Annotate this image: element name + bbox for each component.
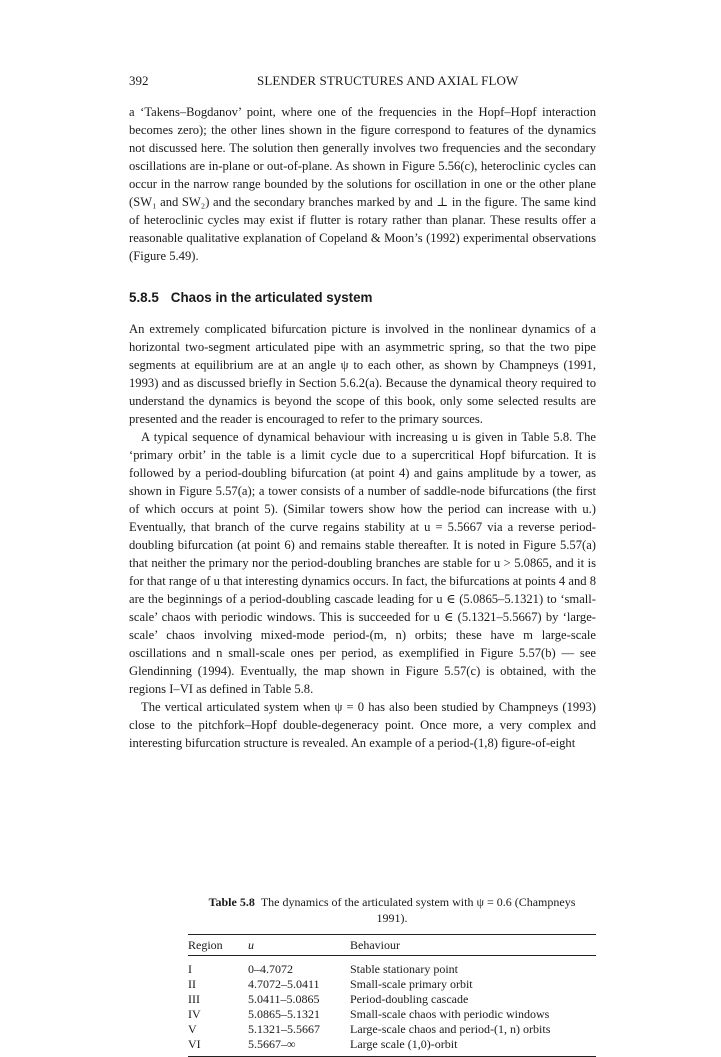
table-row (188, 1037, 596, 1057)
cell-behaviour: Period-doubling cascade (350, 992, 469, 1006)
table-row (188, 1022, 596, 1037)
table-row (188, 977, 596, 992)
cell-region: IV (188, 1007, 201, 1021)
dynamics-table (188, 934, 596, 1057)
cell-u: 0–4.7072 (248, 962, 293, 976)
cell-u: 5.0865–5.1321 (248, 1007, 320, 1021)
table-row (188, 992, 596, 1007)
cell-region: VI (188, 1037, 201, 1051)
body-text-top (129, 103, 596, 265)
section-heading (129, 289, 372, 307)
paragraph: An extremely complicated bifurcation picture is involved in the nonlinear dynamics of a horizontal two-segment articulated pipe with an asymmetric spring, so that the two pipe segments at equilibrium are at an angle ψ to each other, as shown by Champneys (1991, 1993) and as discussed briefly in Section 5.6.2(a). Because the dynamical theory required to understand the dynamics is beyond the scope of this book, only some selected results are presented and the reader is encouraged to refer to the primary sources. (129, 322, 596, 426)
cell-behaviour: Large-scale chaos and period-(1, n) orbits (350, 1022, 551, 1036)
cell-behaviour: Stable stationary point (350, 962, 458, 976)
cell-behaviour: Small-scale chaos with periodic windows (350, 1007, 550, 1021)
cell-u: 4.7072–5.0411 (248, 977, 320, 991)
table-row (188, 1007, 596, 1022)
cell-u: 5.1321–5.5667 (248, 1022, 320, 1036)
running-title: SLENDER STRUCTURES AND AXIAL FLOW (257, 73, 519, 88)
header-u: u (248, 938, 254, 952)
cell-region: V (188, 1022, 197, 1036)
table-row (188, 956, 596, 978)
cell-u: 5.0411–5.0865 (248, 992, 320, 1006)
paragraph: A typical sequence of dynamical behaviour with increasing u is given in Table 5.8. The ‘primary orbit’ in the table is a limit cycle due to a supercritical Hopf bifurcation. It is followed by a period-doubling bifurcation (at point 4) and gains amplitude by a tower, as shown in Figure 5.57(a); a tower consists of a number of saddle-node bifurcations (the first of which occurs at point 5). (Similar towers show how the period can increase with u.) Eventually, that branch of the curve regains stability at u = 5.5667 via a reverse period-doubling bifurcation (at point 6) and remains stable thereafter. It is noted in Figure 5.57(a) that neither the primary nor the period-doubling branches are stable for u > 5.0865, and it is for that range of u that interesting dynamics occurs. In fact, the bifurcations at points 4 and 8 are the beginnings of a period-doubling cascade leading for u ∈ (5.0865–5.1321) to ‘small-scale’ chaos with periodic windows. This is succeeded for u ∈ (5.1321–5.5667) by ‘large-scale’ chaos involving mixed-mode period-(m, n) orbits; these have m large-scale oscillations and n small-scale ones per period, as exemplified in Figure 5.57(b) — see Glendinning (1994). Eventually, the map shown in Figure 5.57(c) is obtained, with the regions I–VI as defined in Table 5.8. (129, 430, 596, 696)
cell-region: II (188, 977, 196, 991)
cell-u: 5.5667–∞ (248, 1037, 296, 1051)
table-label: Table 5.8 (208, 895, 255, 909)
header-region: Region (188, 938, 223, 952)
table-caption-text: The dynamics of the articulated system with ψ = 0.6 (Champneys 1991). (260, 895, 576, 925)
cell-region: I (188, 962, 192, 976)
table-caption (188, 894, 596, 926)
table-header-row (188, 935, 596, 956)
cell-region: III (188, 992, 200, 1006)
header-behaviour: Behaviour (350, 938, 400, 952)
cell-behaviour: Large scale (1,0)-orbit (350, 1037, 458, 1051)
page-number: 392 (129, 73, 149, 88)
body-text-section (129, 320, 596, 752)
section-title: Chaos in the articulated system (170, 290, 373, 305)
paragraph: a ‘Takens–Bogdanov’ point, where one of the frequencies in the Hopf–Hopf interaction becomes zero); the other lines shown in the figure correspond to features of the dynamics not discussed here. The solution then generally involves two frequencies and the secondary oscillations are in-plane or out-of-plane. As shown in Figure 5.56(c), heteroclinic cycles can occur in the narrow range bounded by the solutions for oscillation in one or the other plane (SW₁ and SW₂) and the secondary branches marked by and ⊥ in the figure. The same kind of heteroclinic cycles may exist if flutter is rotary rather than planar. These results offer a reasonable qualitative explanation of Copeland & Moon’s (1992) experimental observations (Figure 5.49). (129, 105, 596, 263)
section-number: 5.8.5 (129, 290, 159, 305)
paragraph: The vertical articulated system when ψ = 0 has also been studied by Champneys (1993) close to the pitchfork–Hopf double-degeneracy point. Once more, a very complex and interesting bifurcation structure is revealed. An example of a period-(1,8) figure-of-eight (129, 700, 596, 750)
table-5-8 (188, 894, 596, 1057)
cell-behaviour: Small-scale primary orbit (350, 977, 473, 991)
